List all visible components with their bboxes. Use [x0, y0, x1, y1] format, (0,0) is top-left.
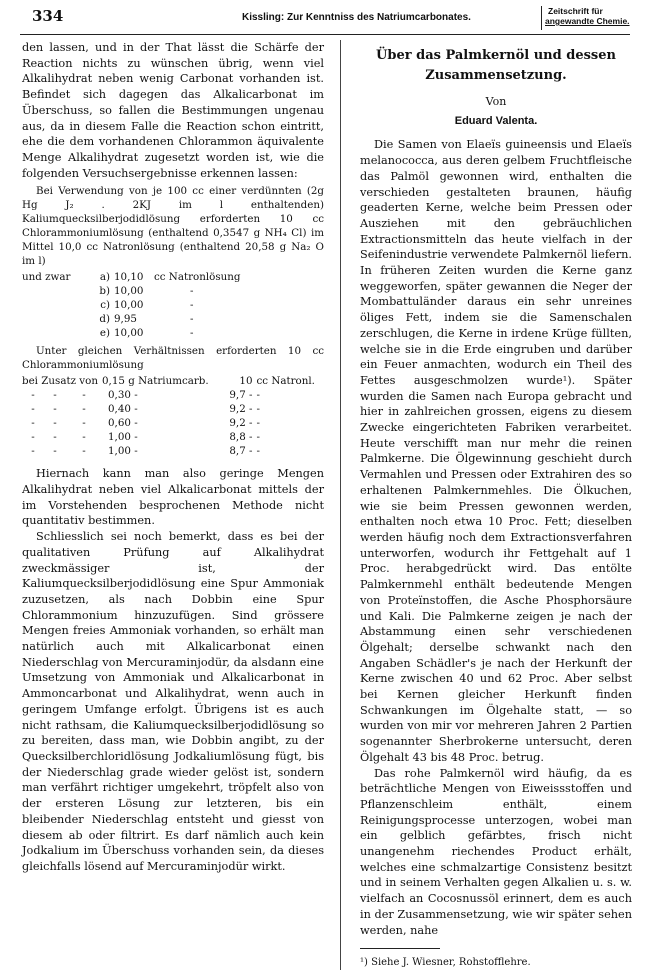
titration-results-list [22, 270, 324, 340]
page-number: 334 [32, 7, 64, 25]
table-row: - - - 1,00 - 8,8 - - [31, 431, 260, 444]
running-header [20, 6, 630, 35]
sodium-carbonate-table [22, 374, 324, 458]
list-item: und zwar a) 10,10 cc Natronlösung [22, 271, 241, 284]
footnote-rule [360, 948, 440, 949]
list-item: d) 9,95 - [99, 313, 194, 326]
right-paragraph-2: Das rohe Palmkernöl wird häufig, da es beträchtliche Mengen von Eiweissstoffen und Pflanzenschleim enthält, einem Reinigungsprocesse unterzogen, wobei man ein gelblich gefärbtes, frisch nicht unangenehm riechendes Product erhält, welches eine schmalzartige Consistenz besitzt und in seinem Verhalten gegen Alkalien u. s. w. vielfach an Cocosnussöl erinnert, dem es auch in der Zusammensetzung, wie wir später sehen werden, nahe [360, 766, 632, 937]
right-column [360, 40, 632, 971]
article-title: Über das Palmkernöl und dessen Zusammensetzung. [376, 48, 616, 83]
left-column [22, 40, 324, 875]
list-item: c) 10,00 - [100, 299, 194, 312]
second-experiment-intro: Unter gleichen Verhältnissen erforderten 10 cc Chlorammoniumlösung [22, 345, 324, 372]
table-row: - - - 0,40 - 9,2 - - [31, 403, 260, 416]
journal-name [541, 6, 637, 30]
closing-paragraph: Schliesslich sei noch bemerkt, dass es bei der qualitativen Prüfung auf Alkalihydrat zweckmässiger ist, der Kaliumquecksilberjodidlösung eine Spur Ammoniak zuzusetzen, als nach Dobbin eine Spur Chlorammonium hinzuzufügen. Sind grössere Mengen freies Ammoniak vorhanden, so erhält man natürlich auch mit Alkalicarbonat einen Niederschlag von Mercuraminjodür, da alsdann eine Umsetzung von Ammoniak und Alkalicarbonat in Ammoncarbonat und Alkalihydrat, wenn auch in geringem Umfange erfolgt. Übrigens ist es auch nicht rathsam, die Kaliumquecksilberjodidlösung so zu bereiten, dass man, wie Dobbin angibt, zu der Quecksilberchloridlösung Jodkaliumlösung fügt, bis der Niederschlag grade wieder gelöst ist, sondern man verfährt richtiger umgekehrt, tröpfelt also von der ersteren Lösung zur letzteren, bis ein bleibender Niederschlag entsteht und giesst von diesem ab oder filtrirt. Es darf nämlich auch kein Jodkalium im Überschuss vorhanden sein, da dieses gleichfalls lösend auf Mercuraminjodür wirkt. [22, 530, 324, 873]
journal-line-1: Zeitschrift für [548, 6, 603, 16]
list-item: b) 10,00 - [99, 285, 194, 298]
list-item: e) 10,00 - [99, 327, 194, 340]
table-row: - - - 0,60 - 9,2 - - [31, 417, 260, 430]
right-paragraph-1: Die Samen von Elaeïs guineensis und Elaeïs melanococca, aus deren gelbem Fruchtfleische das Palmöl gewonnen wird, enthalten die verschieden gestalteten braunen, häufig geaderten Kerne, welche beim Pressen oder Ausziehen mit den gebräuchlichen Extractionsmitteln das heute vielfach in der Seifenindustrie verwendete Palmkernöl liefern. In früheren Zeiten wurden die Kerne ganz weggeworfen, später gewannen die Neger der Mombattuländer daraus ein sehr unreines öliges Fett, indem sie die Samenschalen zerschlugen, die Kerne in irdene Krüge füllten, welche sie in die Erde eingruben und darüber ein Feuer anmachten, wodurch ein Theil des Fettes ausgeschmolzen wurde¹). Später wurden die Samen nach Europa gebracht und hier in zahlreichen grossen, eigens zu diesem Zwecke eingerichteten Fabriken verarbeitet. Heute verschifft man nur mehr die reinen Palmkerne. Die Ölgewinnung geschieht durch Vermahlen und Pressen oder Extrahiren des so erhaltenen Palmkernmehles. Die Ölkuchen, wie sie beim Pressen gewonnen werden, enthalten noch etwa 10 Proc. Fett; dieselben werden häufig noch dem Extractionsverfahren unterworfen, wodurch ihr Fettgehalt auf 1 Proc. herabgedrückt wird. Das entölte Palmkernmehl enthält bedeutende Mengen von Proteïnstoffen, die Asche Phosphorsäure und Kali. Die Palmkerne zeigen je nach der Abstammung einen sehr verschiedenen Ölgehalt; derselbe schwankt nach den Angaben Schädler's je nach der Herkunft der Kerne zwischen 40 und 62 Proc. Aber selbst bei Kernen gleicher Herkunft finden Schwankungen im Ölgehalte statt, — so wurden von mir vor mehreren Jahren 2 Partien sogenannter Sherbrokerne untersucht, deren Ölgehalt 43 bis 48 Proc. betrug. [360, 138, 632, 764]
experiment-description: Bei Verwendung von je 100 cc einer verdünnten (2g Hg J₂ . 2KJ im l enthaltenden) Kaliumquecksilberjodidlösung erforderten 10 cc Chlorammoniumlösung (enthaltend 0,3547 g NH₄ Cl) im Mittel 10,0 cc Natronlösung (enthaltend 20,58 g Na₂ O im l) [22, 185, 324, 268]
conclusion-paragraph: Hiernach kann man also geringe Mengen Alkalihydrat neben viel Alkalicarbonat mittels der im Vorstehenden besprochenen Methode nicht quantitativ bestimmen. [22, 467, 324, 528]
running-title: Kissling: Zur Kenntniss des Natriumcarbonates. [242, 12, 471, 23]
table-row: - - - 1,00 - 8,7 - - [31, 445, 260, 458]
table-header-row: bei Zusatz von 0,15 g Natriumcarb. 10 cc Natronl. [22, 375, 315, 388]
byline: Von [485, 95, 507, 108]
list-intro: und zwar [22, 271, 71, 284]
journal-line-2: angewandte Chemie. [545, 16, 630, 26]
column-divider [340, 40, 341, 970]
author-name: Eduard Valenta. [454, 114, 538, 127]
left-paragraph-1: den lassen, und in der That lässt die Schärfe der Reaction nichts zu wünschen übrig, wenn viel Alkalihydrat neben wenig Carbonat vorhanden ist. Befindet sich dagegen das Alkalicarbonat im Überschuss, so fallen die Bestimmungen ungenau aus, da in diesem Falle die Reaction schon eintritt, ehe die dem vorhandenen Chlorammon äquivalente Menge Alkalihydrat zugesetzt worden ist, wie die folgenden Versuchsergebnisse erkennen lassen: [22, 41, 324, 180]
footnote: ¹) Siehe J. Wiesner, Rohstofflehre. [360, 957, 531, 969]
table-row: - - - 0,30 - 9,7 - - [31, 389, 260, 402]
